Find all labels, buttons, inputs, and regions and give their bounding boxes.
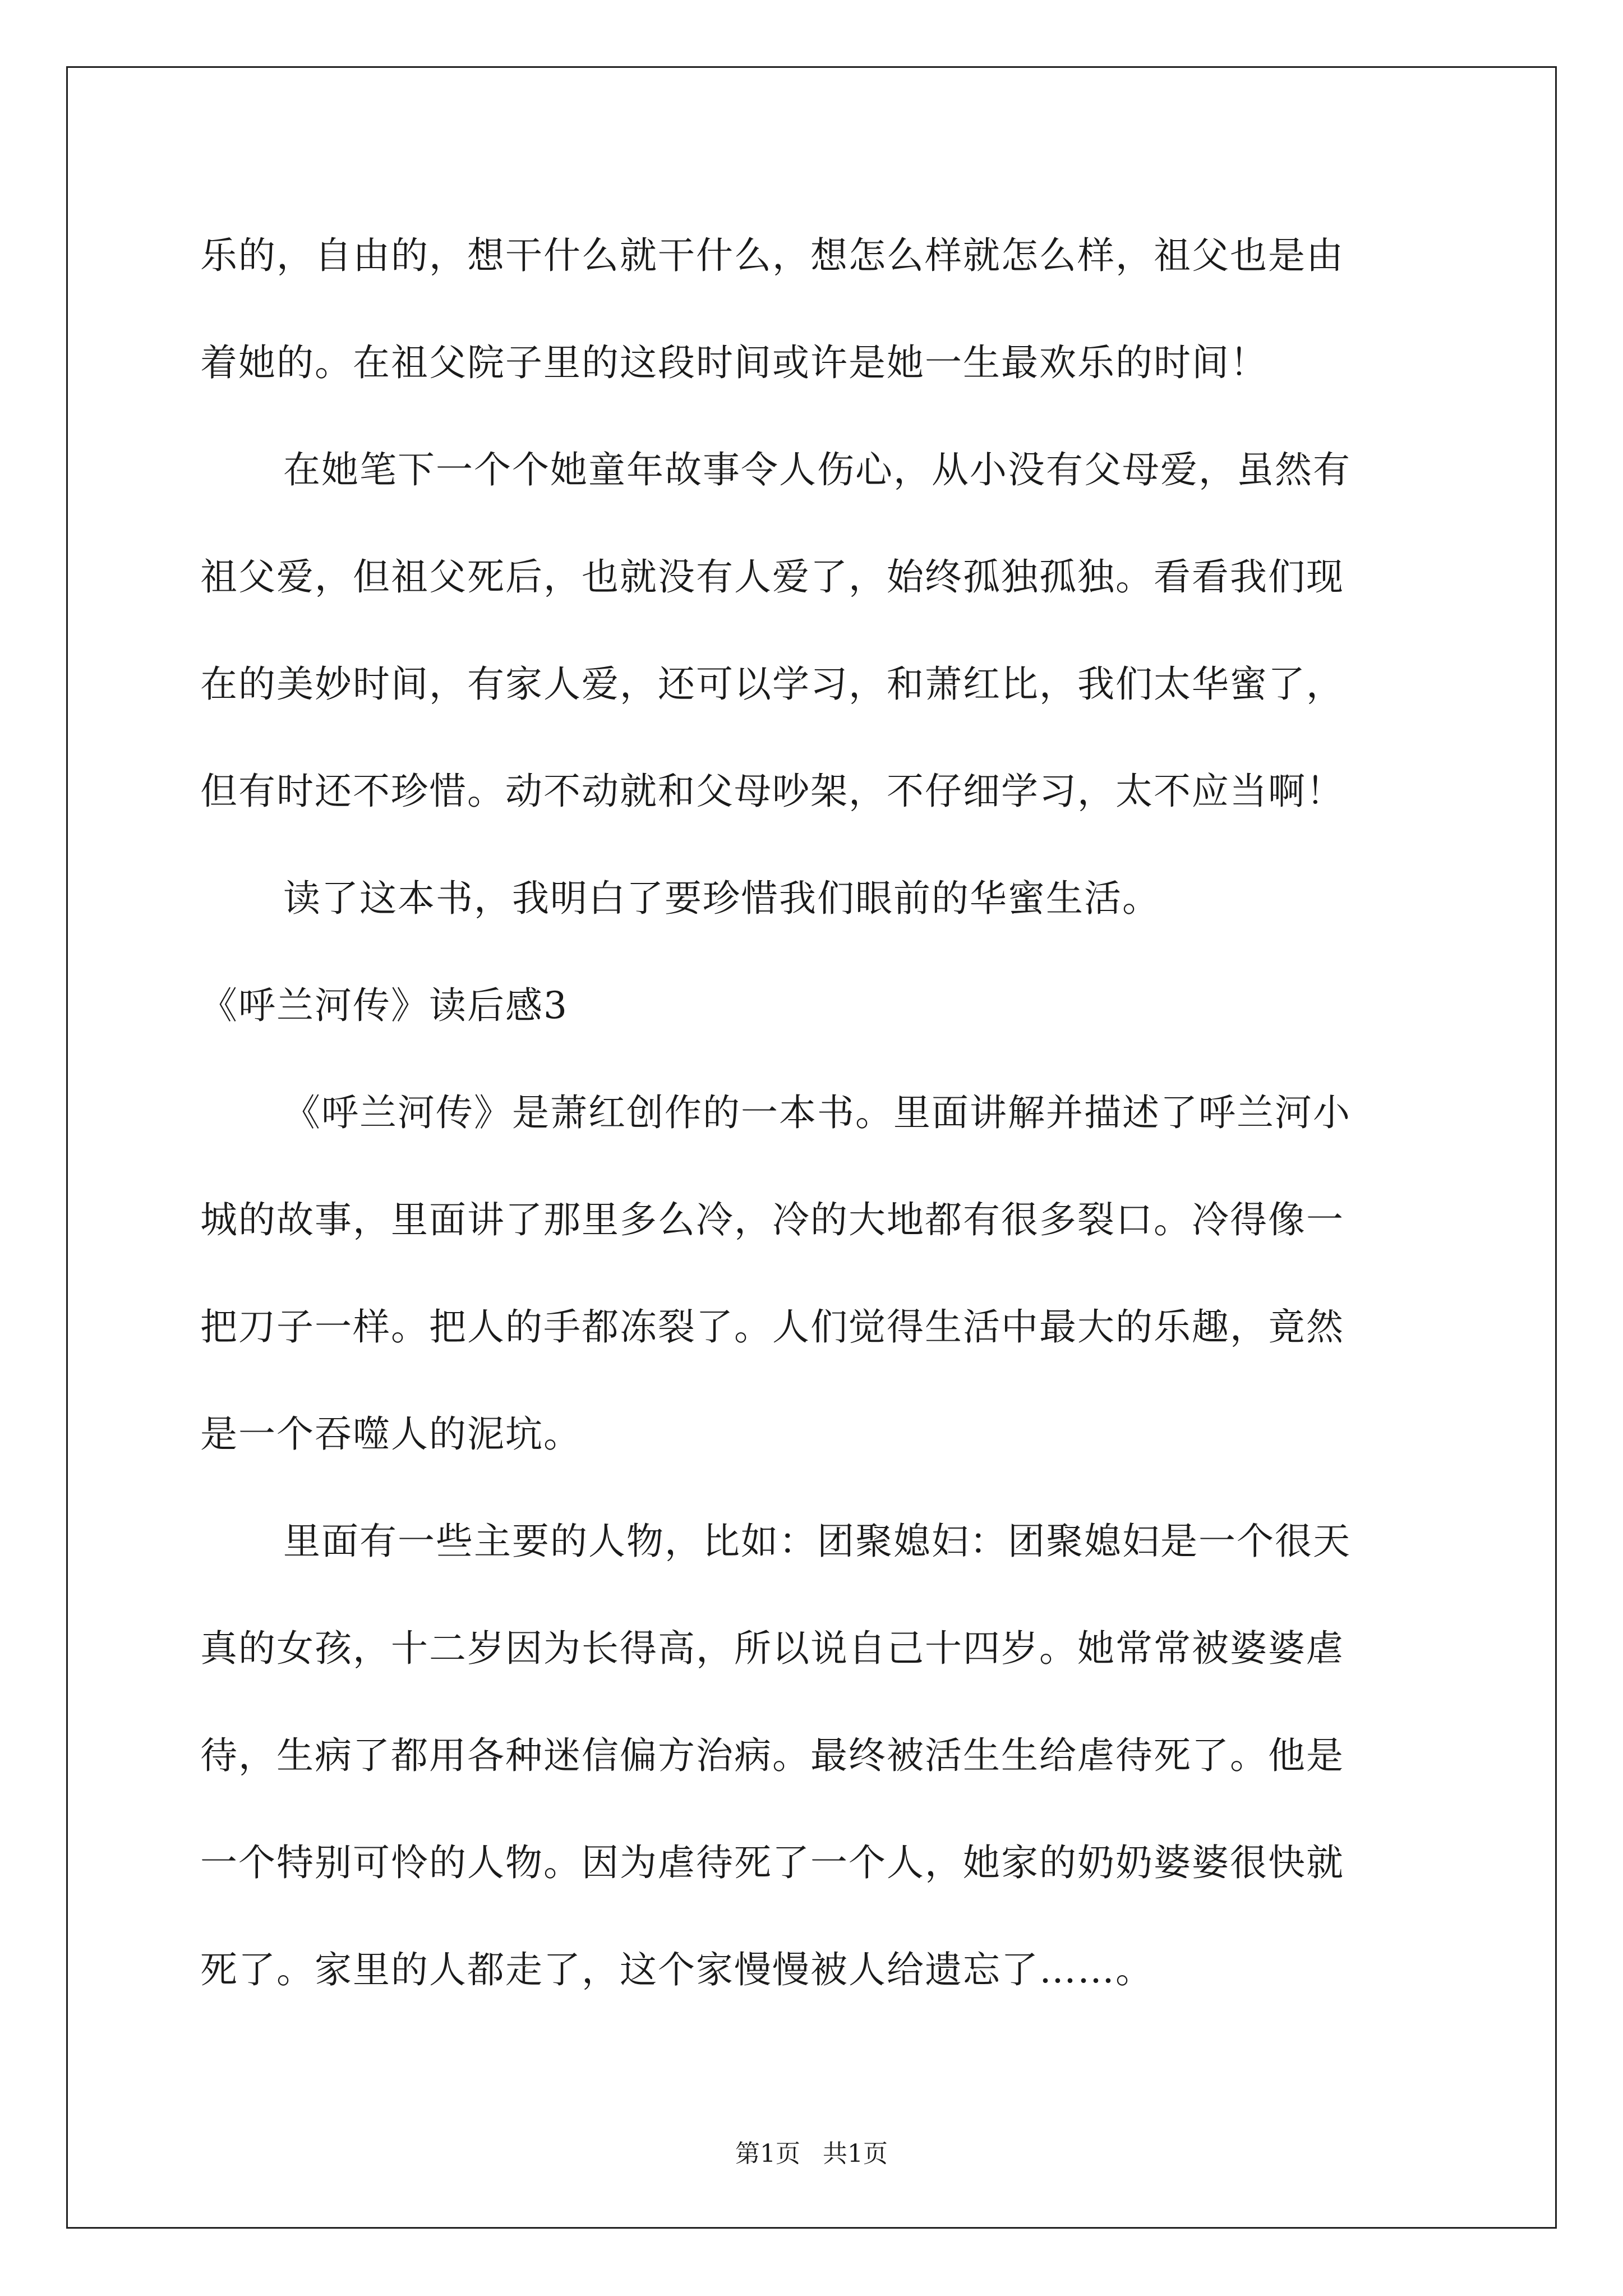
page-number-total: 共1页 (823, 2139, 888, 2168)
text-line: 祖父爱，但祖父死后，也就没有人爱了，始终孤独孤独。看看我们现 (200, 555, 1344, 599)
text-line: 一个特别可怜的人物。因为虐待死了一个人，她家的奶奶婆婆很快就 (200, 1841, 1344, 1884)
text-line: 着她的。在祖父院子里的这段时间或许是她一生最欢乐的时间！ (200, 341, 1268, 384)
section-heading: 《呼兰河传》读后感3 (200, 984, 568, 1027)
text-line: 城的故事，里面讲了那里多么冷，冷的大地都有很多裂口。冷得像一 (200, 1198, 1344, 1241)
document-body (200, 202, 1423, 2023)
page-footer (0, 2137, 1623, 2171)
paragraph-start: 读了这本书，我明白了要珍惜我们眼前的华蜜生活。 (283, 877, 1160, 920)
paragraph-start: 《呼兰河传》是萧红创作的一本书。里面讲解并描述了呼兰河小 (283, 1091, 1351, 1134)
text-line: 是一个吞噬人的泥坑。 (200, 1412, 582, 1456)
text-line: 乐的，自由的，想干什么就干什么，想怎么样就怎么样，祖父也是由 (200, 234, 1344, 277)
text-line: 但有时还不珍惜。动不动就和父母吵架，不仔细学习，太不应当啊！ (200, 770, 1344, 813)
paragraph-start: 里面有一些主要的人物，比如：团聚媳妇：团聚媳妇是一个很天 (283, 1520, 1351, 1563)
text-line: 待，生病了都用各种迷信偏方治病。最终被活生生给虐待死了。他是 (200, 1734, 1344, 1777)
page-number-current: 第1页 (735, 2139, 800, 2168)
text-line: 在的美妙时间，有家人爱，还可以学习，和萧红比，我们太华蜜了， (200, 662, 1344, 706)
text-line: 死了。家里的人都走了，这个家慢慢被人给遗忘了……。 (200, 1948, 1154, 1991)
paragraph-start: 在她笔下一个个她童年故事令人伤心，从小没有父母爱，虽然有 (283, 448, 1351, 491)
text-line: 真的女孩，十二岁因为长得高，所以说自己十四岁。她常常被婆婆虐 (200, 1627, 1344, 1670)
text-line: 把刀子一样。把人的手都冻裂了。人们觉得生活中最大的乐趣，竟然 (200, 1305, 1344, 1349)
